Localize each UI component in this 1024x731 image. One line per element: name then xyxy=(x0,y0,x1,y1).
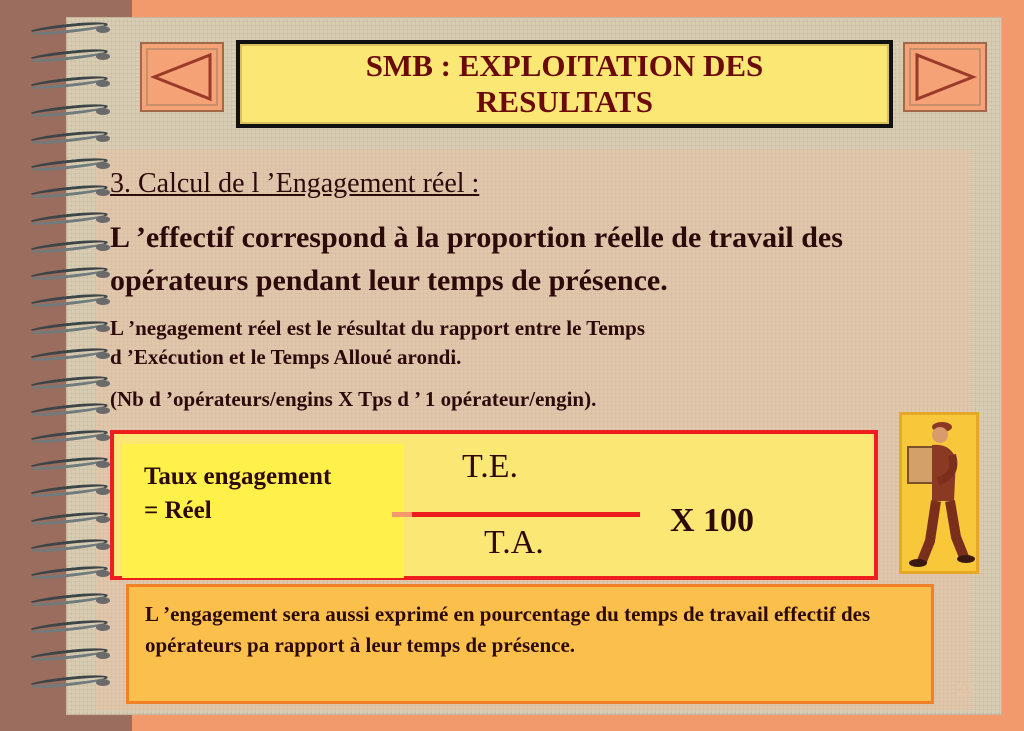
triangle-left-icon xyxy=(150,51,214,103)
ring-hole xyxy=(96,516,110,523)
fraction-bar xyxy=(392,512,640,517)
formula-denominator: T.A. xyxy=(484,524,544,561)
definition-line: L ’negagement réel est le résultat du rapport entre le Temps xyxy=(110,316,646,340)
ring-hole xyxy=(96,407,110,414)
ring-hole xyxy=(96,380,110,387)
ring-hole xyxy=(96,298,110,305)
ring-hole xyxy=(96,624,110,631)
ring-hole xyxy=(96,652,110,659)
section-lead-text: L ’effectif correspond à la proportion réelle de travail des opérateurs pendant leur temps de présence. xyxy=(110,221,843,297)
formula-label xyxy=(122,444,404,578)
ring-hole xyxy=(96,543,110,550)
ring-hole xyxy=(96,189,110,196)
formula-multiplier: X 100 xyxy=(670,502,755,539)
ring-hole xyxy=(96,597,110,604)
ring-hole xyxy=(96,434,110,441)
formula-label-line: = Réel xyxy=(144,497,212,524)
triangle-right-icon xyxy=(913,51,977,103)
section-heading: 3. Calcul de l ’Engagement réel : xyxy=(110,168,480,199)
ring-hole xyxy=(96,26,110,33)
formula-numerator: T.E. xyxy=(462,448,519,485)
definition-text xyxy=(110,314,870,372)
ring-hole xyxy=(96,570,110,577)
ring-hole xyxy=(96,244,110,251)
ring-hole xyxy=(96,325,110,332)
formula-note: (Nb d ’opérateurs/engins X Tps d ’ 1 opérateur/engin). xyxy=(110,387,597,411)
worker-carrying-box-icon xyxy=(902,415,976,571)
note-box: L ’engagement sera aussi exprimé en pourcentage du temps de travail effectif des opérateurs pa rapport à leur temps de présence. xyxy=(126,584,934,704)
ring-hole xyxy=(96,162,110,169)
ring-hole xyxy=(96,271,110,278)
formula-label-line: Taux engagement xyxy=(144,463,332,490)
ring-hole xyxy=(96,352,110,359)
slide-title-line2: RESULTATS xyxy=(476,84,653,119)
ring-hole xyxy=(96,53,110,60)
worker-illustration xyxy=(899,412,979,574)
ring-hole xyxy=(96,461,110,468)
ring-hole xyxy=(96,679,110,686)
binder-rings xyxy=(0,24,110,714)
definition-line: d ’Exécution et le Temps Alloué arondi. xyxy=(110,345,462,369)
ring-hole xyxy=(96,216,110,223)
ring-hole xyxy=(96,108,110,115)
next-slide-button[interactable] xyxy=(903,42,987,112)
ring-hole xyxy=(96,488,110,495)
ring-hole xyxy=(96,135,110,142)
slide-title-line1: SMB : EXPLOITATION DES xyxy=(365,48,764,83)
page-number: 23 xyxy=(958,682,974,699)
previous-slide-button[interactable] xyxy=(140,42,224,112)
slide-title xyxy=(236,40,893,128)
ring-hole xyxy=(96,80,110,87)
